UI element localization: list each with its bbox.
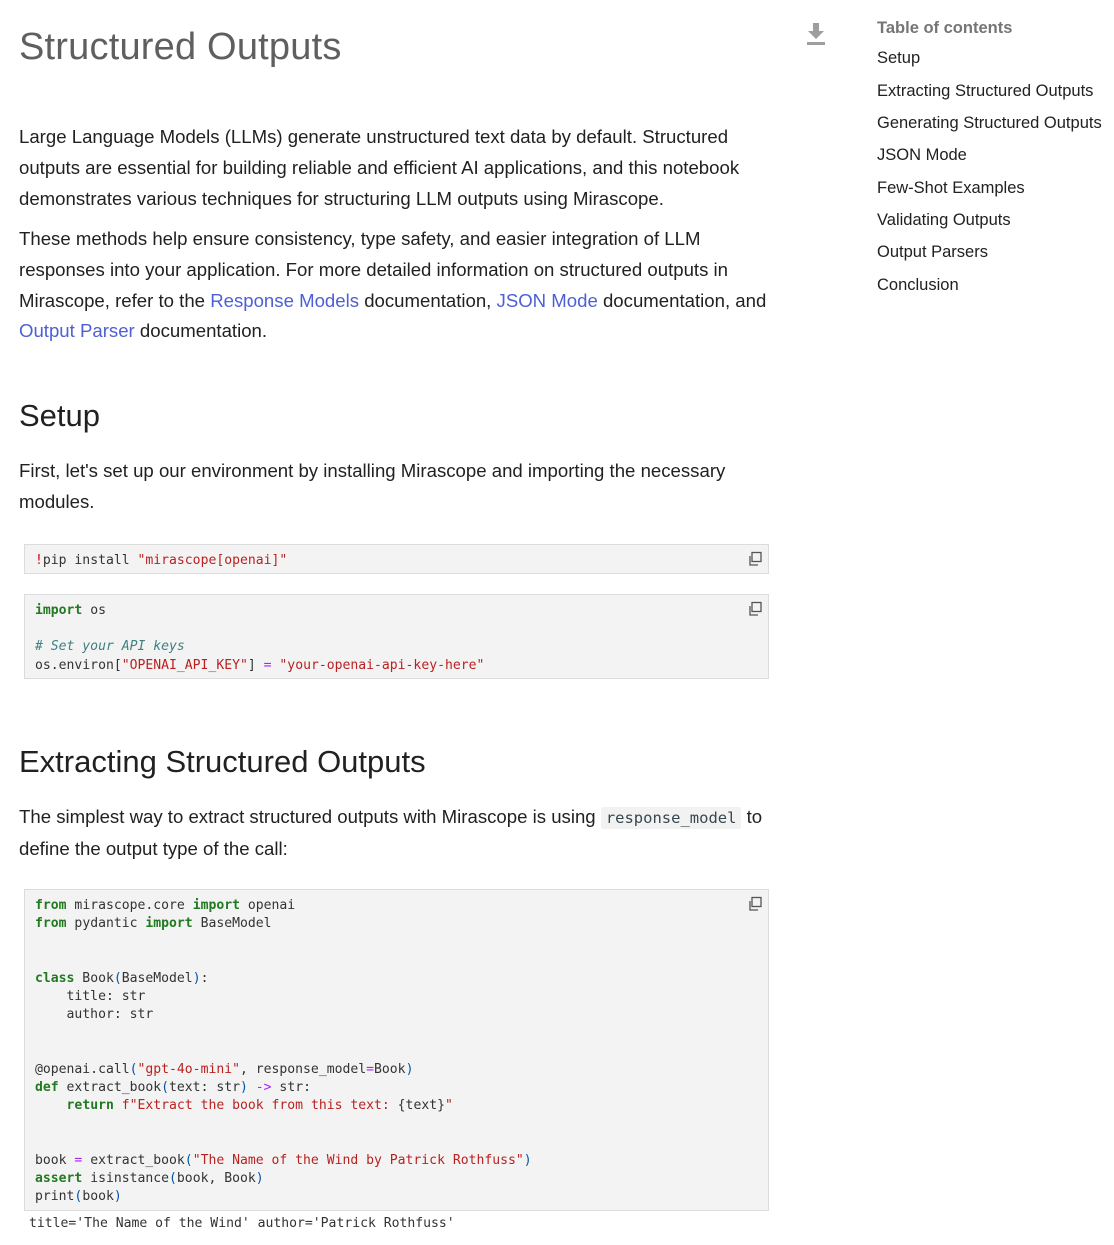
toc-item-json-mode[interactable]: JSON Mode [877, 146, 967, 164]
page-title: Structured Outputs [19, 26, 342, 68]
copy-icon[interactable] [747, 601, 763, 617]
toc-item-few-shot[interactable]: Few-Shot Examples [877, 179, 1025, 197]
toc-item-conclusion[interactable]: Conclusion [877, 276, 959, 294]
code-env-setup: import os # Set your API keys os.environ["OPENAI_API_KEY"] = "your-openai-api-key-here" [35, 603, 485, 673]
toc-item-setup[interactable]: Setup [877, 49, 921, 67]
toc-item-validating[interactable]: Validating Outputs [877, 211, 1011, 229]
toc-item-extracting[interactable]: Extracting Structured Outputs [877, 82, 1094, 100]
setup-paragraph: First, let's set up our environment by installing Mirascope and importing the necessary modules. [19, 460, 726, 512]
toc-item-generating[interactable]: Generating Structured Outputs [877, 114, 1102, 132]
intro-paragraph-2 [19, 224, 779, 347]
code-block-extract-book [24, 889, 769, 1211]
intro-paragraph-1: Large Language Models (LLMs) generate unstructured text data by default. Structured outputs are essential for building reliable and efficient AI applications, and this notebook demonstrates various techniques for structuring LLM outputs using Mirascope. [19, 126, 740, 209]
code-extract-book: from mirascope.core import openai from pydantic import BaseModel class Book(BaseModel): title: str author: str @openai.call("gpt-4o-mini", response_model=Book) def extract_book(text: str) -> str: return f"Extract the book from this text: {text}" book = extract_book("The Name of the Wind by Patrick Rothfuss") assert isinstance(book, Book) print(book) [35, 898, 532, 1205]
extracting-paragraph [19, 802, 779, 865]
output-parser-link[interactable]: Output Parser [19, 320, 135, 342]
extracting-heading: Extracting Structured Outputs [19, 744, 426, 779]
code-block-pip-install [24, 544, 769, 574]
copy-icon[interactable] [747, 896, 763, 912]
code-pip-install: !pip install "mirascope[openai]" [35, 553, 288, 568]
intro-text: These methods help ensure consistency, type safety, and easier integration of LLM responses into your application. For more detailed information on structured outputs in Mirascope, refer to the [19, 228, 729, 311]
inline-code-response-model: response_model [601, 807, 742, 829]
copy-icon[interactable] [747, 551, 763, 567]
toc-item-output-parsers[interactable]: Output Parsers [877, 243, 988, 261]
setup-heading: Setup [19, 398, 101, 433]
intro-text: documentation. [134, 320, 268, 342]
response-models-link[interactable]: Response Models [210, 289, 360, 311]
toc-title: Table of contents [877, 19, 1013, 37]
extracting-text: to define the output type of the call: [19, 806, 763, 859]
intro-text: documentation, [359, 289, 497, 311]
code-block-env-setup [24, 594, 769, 679]
extracting-text: The simplest way to extract structured outputs with Mirascope is using [19, 806, 601, 827]
json-mode-link[interactable]: JSON Mode [496, 289, 598, 311]
code-output: title='The Name of the Wind' author='Patrick Rothfuss' [29, 1216, 455, 1231]
intro-text: documentation, and [597, 289, 767, 311]
download-icon[interactable] [806, 22, 826, 46]
